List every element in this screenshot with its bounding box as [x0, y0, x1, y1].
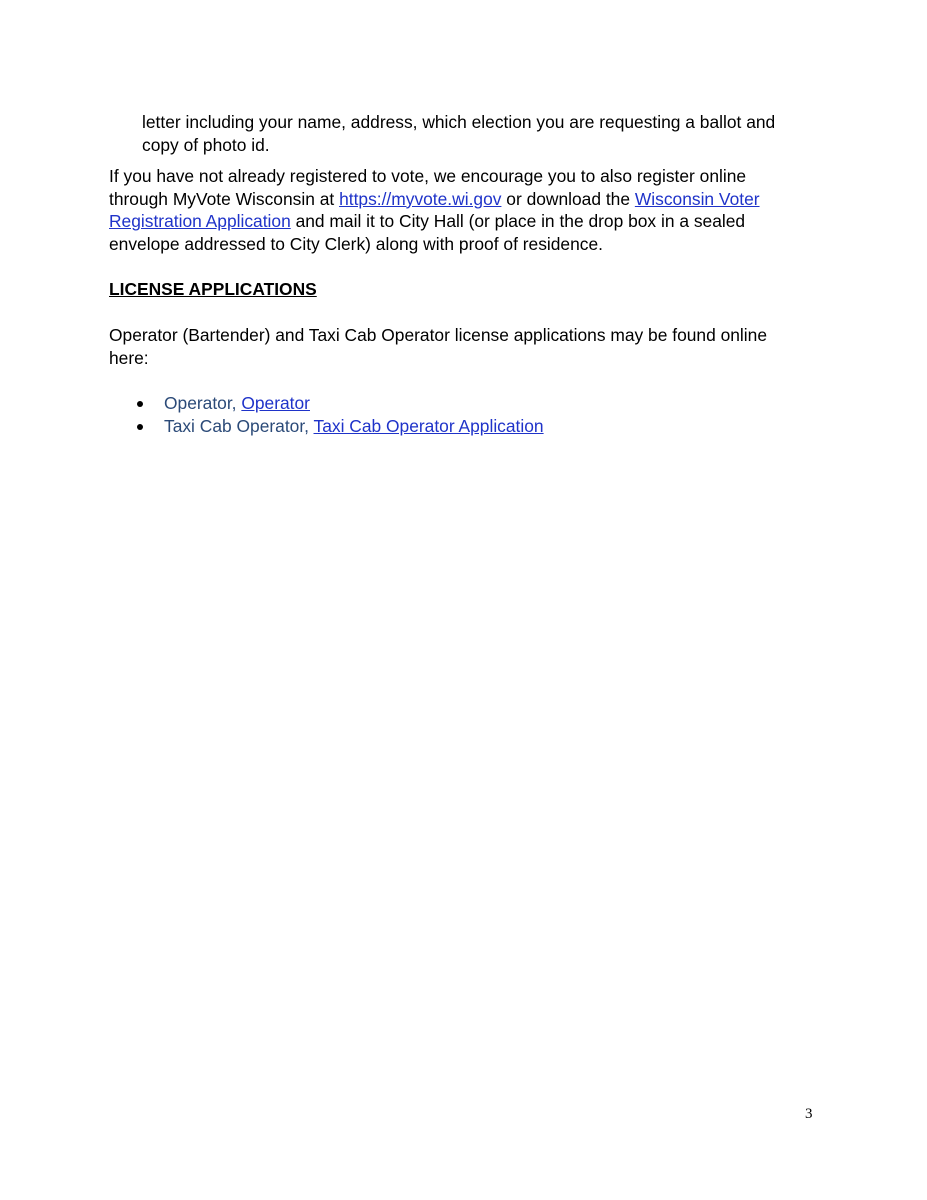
- taxi-cab-label: Taxi Cab Operator,: [164, 415, 314, 436]
- operator-link[interactable]: Operator: [241, 393, 310, 413]
- continued-line-1: letter including your name, address, which election you are requesting a ballot and: [142, 112, 776, 132]
- list-item-operator: [109, 392, 544, 415]
- taxi-cab-application-link[interactable]: Taxi Cab Operator Application: [313, 415, 544, 436]
- license-list: [109, 392, 544, 437]
- myvote-link[interactable]: https://myvote.wi.gov: [339, 188, 502, 209]
- voter-registration-application-link[interactable]: Wisconsin Voter Registration Application: [109, 188, 760, 232]
- page-number: 3: [805, 1106, 813, 1122]
- license-intro-paragraph: Operator (Bartender) and Taxi Cab Operator license applications may be found online here:: [109, 325, 767, 368]
- list-item-taxi-cab: [109, 415, 544, 438]
- registration-text-3: and mail it to City Hall (or place in the drop box in a sealed envelope addressed to City Clerk) along with proof of residence.: [109, 211, 746, 255]
- registration-text-2: or download the: [501, 188, 635, 209]
- bullet-icon: [137, 424, 143, 430]
- continued-line-2: copy of photo id.: [142, 134, 270, 155]
- license-applications-heading: LICENSE APPLICATIONS: [109, 279, 317, 299]
- continued-paragraph: [142, 111, 812, 156]
- registration-text-1: If you have not already registered to vote, we encourage you to also register online through MyVote Wisconsin at: [109, 166, 747, 209]
- registration-paragraph: [109, 165, 809, 256]
- operator-label: Operator,: [164, 393, 242, 413]
- bullet-icon: [137, 401, 143, 407]
